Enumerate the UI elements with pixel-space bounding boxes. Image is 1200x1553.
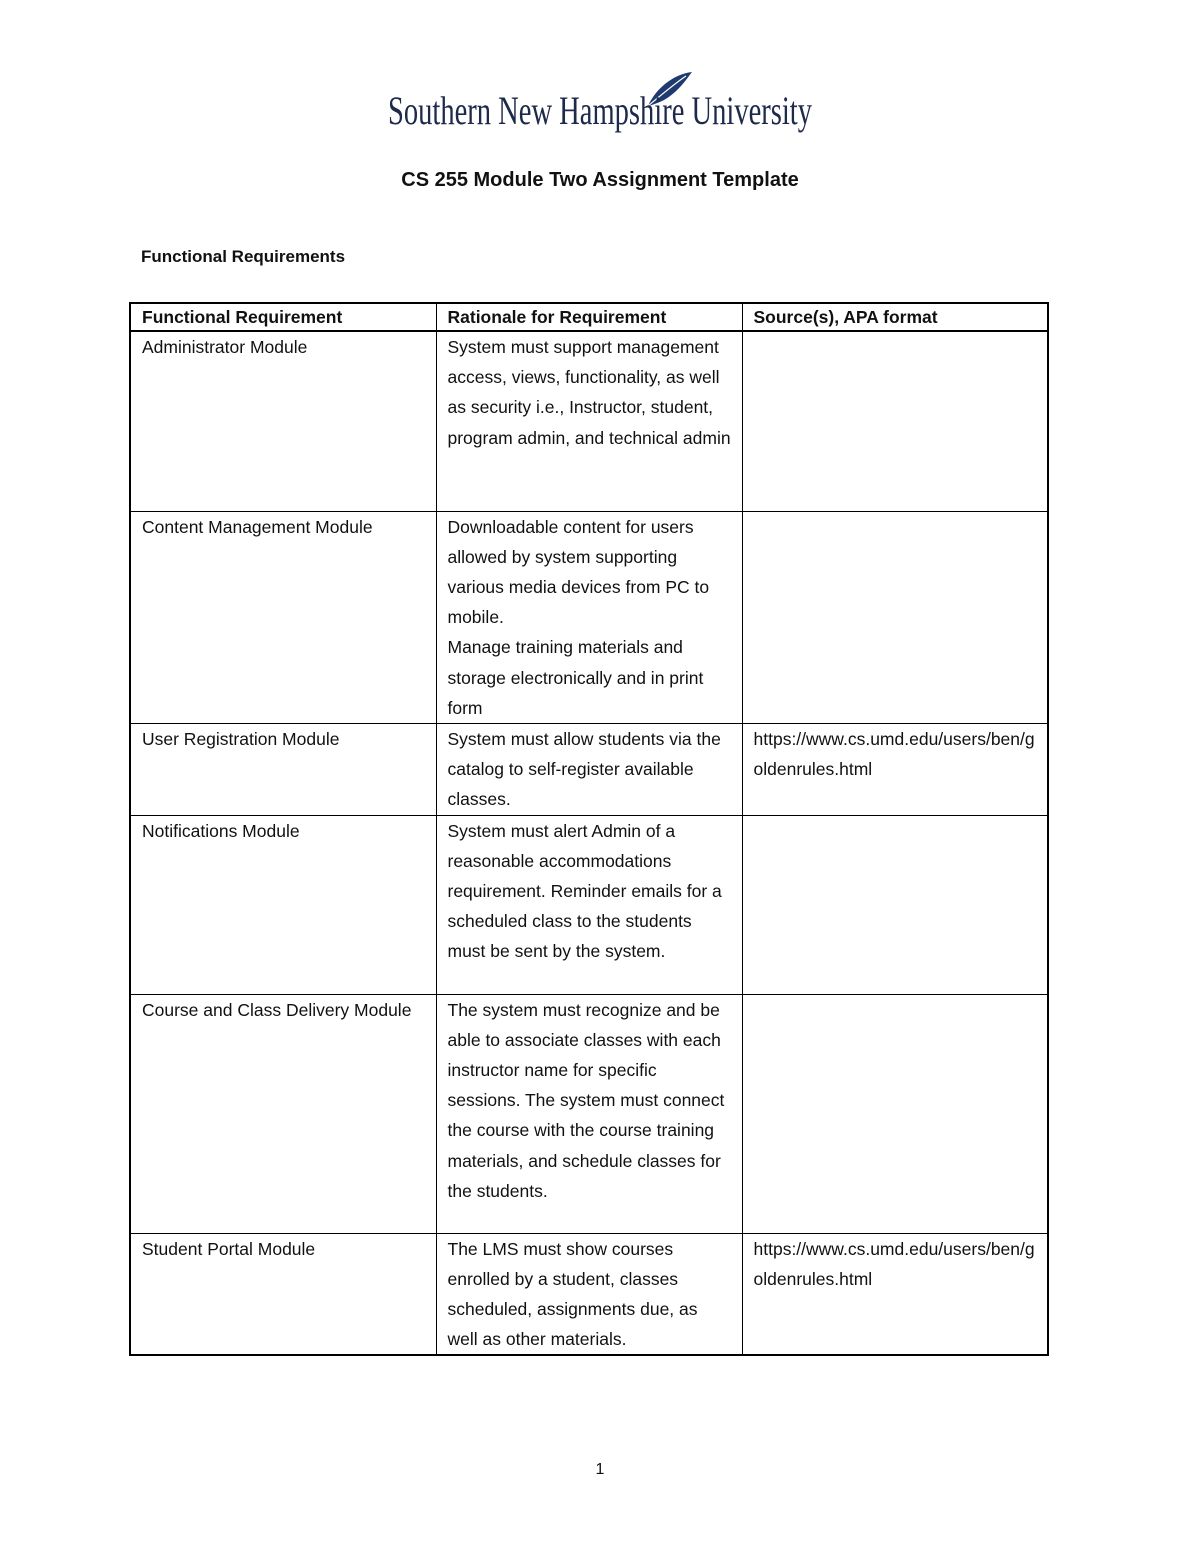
section-heading: Functional Requirements — [141, 247, 346, 266]
requirement-cell: Course and Class Delivery Module — [130, 994, 436, 1233]
page-number: 1 — [595, 1461, 605, 1478]
source-cell[interactable]: https://www.cs.umd.edu/users/ben/goldenrules.html — [742, 723, 1048, 815]
column-header: Functional Requirement — [130, 303, 436, 331]
logo-text: Southern New Hampshire University — [388, 88, 812, 133]
column-header: Rationale for Requirement — [436, 303, 742, 331]
requirement-cell: Administrator Module — [130, 331, 436, 511]
requirement-cell: Student Portal Module — [130, 1233, 436, 1355]
rationale-cell: System must support management access, views, functionality, as well as security i.e., Instructor, student, program admin, and technical admin — [436, 331, 742, 511]
source-cell — [742, 994, 1048, 1233]
rationale-cell: The LMS must show courses enrolled by a student, classes scheduled, assignments due, as well as other materials. — [436, 1233, 742, 1355]
column-header: Source(s), APA format — [742, 303, 1048, 331]
table-header-row — [130, 303, 1048, 331]
rationale-cell: The system must recognize and be able to associate classes with each instructor name for specific sessions. The system must connect the course with the course training materials, and schedule classes for the students. — [436, 994, 742, 1233]
document-title: CS 255 Module Two Assignment Template — [401, 169, 799, 191]
table-row — [130, 511, 1048, 723]
table-row — [130, 815, 1048, 994]
university-logo — [386, 68, 818, 138]
rationale-line: Manage training materials and storage electronically and in print form — [447, 637, 704, 718]
requirement-cell: Content Management Module — [130, 511, 436, 723]
rationale-cell — [436, 511, 742, 723]
table-row — [130, 723, 1048, 815]
table-row — [130, 1233, 1048, 1355]
requirement-cell: User Registration Module — [130, 723, 436, 815]
source-cell — [742, 815, 1048, 994]
requirement-cell: Notifications Module — [130, 815, 436, 994]
table-row — [130, 331, 1048, 511]
source-cell — [742, 511, 1048, 723]
table-row — [130, 994, 1048, 1233]
rationale-cell: System must alert Admin of a reasonable accommodations requirement. Reminder emails for a scheduled class to the students must be sent by the system. — [436, 815, 742, 994]
functional-requirements-table — [129, 302, 1049, 1356]
rationale-line: Downloadable content for users allowed by system supporting various media devices from PC to mobile. — [447, 516, 710, 628]
source-cell[interactable]: https://www.cs.umd.edu/users/ben/goldenrules.html — [742, 1233, 1048, 1355]
source-cell — [742, 331, 1048, 511]
rationale-cell: System must allow students via the catalog to self-register available classes. — [436, 723, 742, 815]
